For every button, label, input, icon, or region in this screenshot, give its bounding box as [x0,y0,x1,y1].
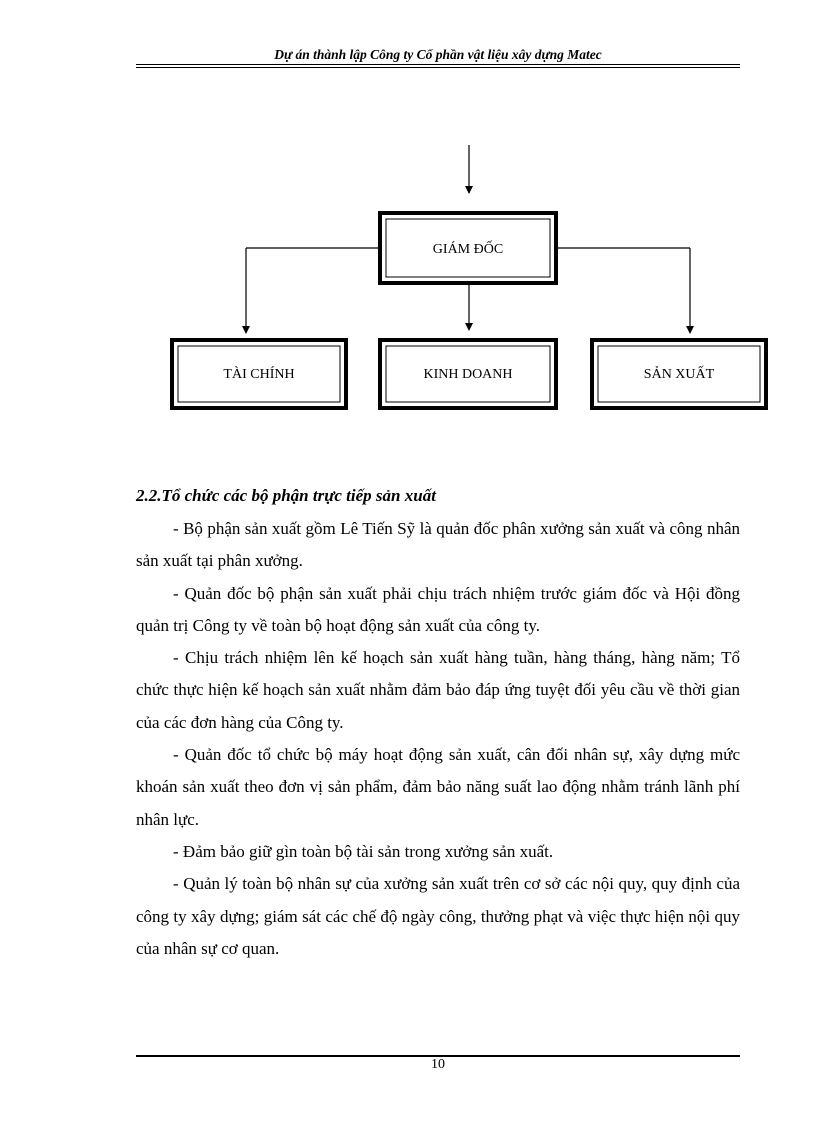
paragraph: - Bộ phận sản xuất gồm Lê Tiến Sỹ là quản đốc phân xưởng sản xuất và công nhân sản xuất tại phân xưởng. [136,519,740,571]
paragraph: - Chịu trách nhiệm lên kế hoạch sản xuất hàng tuần, hàng tháng, hàng năm; Tổ chức thực hiện kế hoạch sản xuất nhằm đảm bảo đáp ứng tuyệt đối yêu cầu về thời gian của các đơn hàng của Công ty. [136,648,740,732]
box-kinh-doanh [380,340,556,408]
box-giam-doc [380,213,556,283]
box-tai-chinh [172,340,346,408]
section-heading: 2.2.Tổ chức các bộ phận trực tiếp sản xuất [136,486,436,505]
box-giam-doc-label: GIÁM ĐỐC [432,242,504,257]
box-kinh-doanh-label: KINH DOANH [423,367,513,382]
box-san-xuat [592,340,766,408]
paragraph: - Quản đốc tổ chức bộ máy hoạt động sản xuất, cân đối nhân sự, xây dựng mức khoán sản xuất theo đơn vị sản phẩm, đảm bảo năng suất lao động nhằm tránh lãnh phí nhân lực. [136,745,740,829]
section-body [136,513,740,965]
paragraph: - Đảm bảo giữ gìn toàn bộ tài sản trong xưởng sản xuất. [173,841,554,861]
header-title: Dự án thành lập Công ty Cổ phần vật liệu xây dựng Matec [274,47,602,62]
paragraph: - Quản đốc bộ phận sản xuất phải chịu trách nhiệm trước giám đốc và Hội đồng quản trị Công ty về toàn bộ hoạt động sản xuất của công ty. [136,583,740,635]
box-san-xuat-label: SẢN XUẤT [643,367,715,382]
box-tai-chinh-label: TÀI CHÍNH [223,367,295,382]
org-chart [0,0,816,440]
page-number: 10 [431,1057,445,1072]
paragraph: - Quản lý toàn bộ nhân sự của xưởng sản xuất trên cơ sở các nội quy, quy định của công ty xây dựng; giám sát các chế độ ngày công, thưởng phạt và việc thực hiện nội quy của nhân sự cơ quan. [136,874,740,958]
